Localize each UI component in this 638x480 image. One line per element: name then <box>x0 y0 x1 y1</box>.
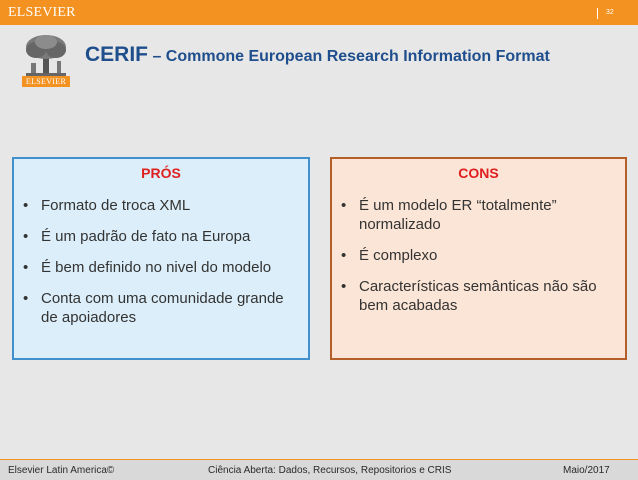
pros-list <box>14 196 308 327</box>
list-item-text: É um modelo ER “totalmente” normalizado <box>359 197 557 233</box>
bullet: • <box>23 259 29 276</box>
logo-wordmark: ELSEVIER <box>22 76 70 87</box>
slide-title <box>85 43 550 67</box>
pros-heading: PRÓS <box>141 165 181 181</box>
bullet: • <box>341 197 347 214</box>
page-number: 32 <box>606 9 614 16</box>
cons-heading: CONS <box>458 165 499 181</box>
cons-box <box>330 157 627 360</box>
list-item-text: Conta com uma comunidade grande de apoiadores <box>41 290 284 326</box>
footer-course-title: Ciência Aberta: Dados, Recursos, Repositorios e CRIS <box>208 465 452 476</box>
bullet: • <box>341 278 347 295</box>
list-item-text: Formato de troca XML <box>41 197 191 214</box>
list-item-text: Características semânticas não são bem acabadas <box>359 278 597 314</box>
top-bar <box>0 0 638 25</box>
elsevier-tree-logo <box>22 33 70 87</box>
list-item-text: É complexo <box>359 247 438 264</box>
title-text: – Commone European Research Information Format <box>148 48 550 65</box>
list-item <box>332 277 625 315</box>
list-item <box>14 289 308 327</box>
list-item <box>332 196 625 234</box>
bullet: • <box>23 290 29 307</box>
tree-icon <box>22 33 70 77</box>
list-item <box>14 258 308 277</box>
brand-name: ELSEVIER <box>8 5 76 20</box>
bullet: • <box>23 197 29 214</box>
footer-date: Maio/2017 <box>563 465 610 476</box>
cons-list <box>332 196 625 315</box>
footer-copyright: Elsevier Latin America© <box>8 465 115 476</box>
list-item-text: É um padrão de fato na Europa <box>41 228 251 245</box>
title-acronym: CERIF <box>85 43 148 66</box>
list-item <box>14 227 308 246</box>
bullet: • <box>23 228 29 245</box>
page-number-divider <box>597 8 598 19</box>
list-item <box>14 196 308 215</box>
pros-box <box>12 157 310 360</box>
list-item <box>332 246 625 265</box>
list-item-text: É bem definido no nivel do modelo <box>41 259 272 276</box>
footer-bar <box>0 459 638 480</box>
bullet: • <box>341 247 347 264</box>
